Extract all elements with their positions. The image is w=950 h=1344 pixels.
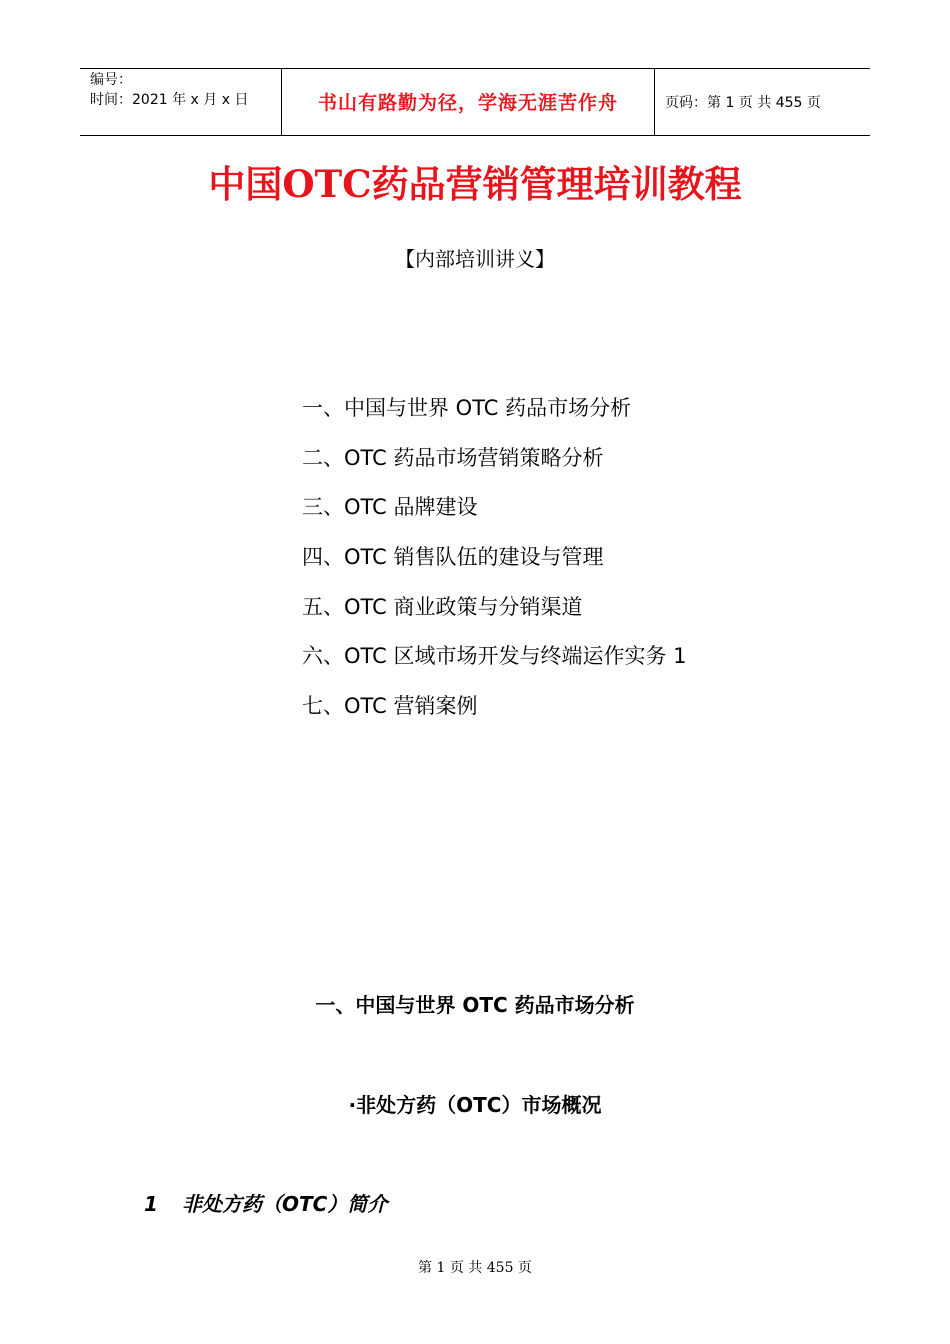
toc-item: 一、中国与世界 OTC 药品市场分析 — [302, 396, 632, 420]
toc-item: 五、OTC 商业政策与分销渠道 — [302, 594, 583, 619]
sub-subsection-heading — [144, 1189, 387, 1219]
toc-item: 七、OTC 营销案例 — [302, 694, 478, 719]
table-of-contents — [302, 393, 687, 741]
section-heading: 一、中国与世界 OTC 药品市场分析 — [315, 993, 635, 1017]
page-footer: 第 1 页 共 455 页 — [418, 1260, 532, 1276]
sub-subsection-title: 非处方药（OTC）简介 — [182, 1192, 388, 1216]
toc-item: 六、OTC 区域市场开发与终端运作实务 1 — [302, 644, 687, 669]
sub-subsection-number: 1 — [144, 1192, 158, 1216]
document-number-label: 编号： — [90, 72, 132, 88]
document-title: 中国OTC药品营销管理培训教程 — [208, 162, 742, 206]
header-page-info: 页码：第 1 页 共 455 页 — [665, 95, 821, 111]
header-page-cell — [655, 69, 870, 135]
toc-item: 二、OTC 药品市场营销策略分析 — [302, 445, 604, 470]
document-subtitle: 【内部培训讲义】 — [395, 247, 555, 271]
page-header — [80, 68, 870, 136]
header-meta-cell — [80, 69, 281, 135]
document-time-label: 时间：2021 年 x 月 x 日 — [90, 92, 249, 108]
toc-item: 三、OTC 品牌建设 — [302, 495, 478, 520]
subsection-heading: ·非处方药（OTC）市场概况 — [348, 1093, 602, 1117]
toc-item: 四、OTC 销售队伍的建设与管理 — [302, 545, 604, 570]
header-motto-cell — [281, 69, 655, 135]
header-motto: 书山有路勤为径，学海无涯苦作舟 — [317, 92, 618, 114]
